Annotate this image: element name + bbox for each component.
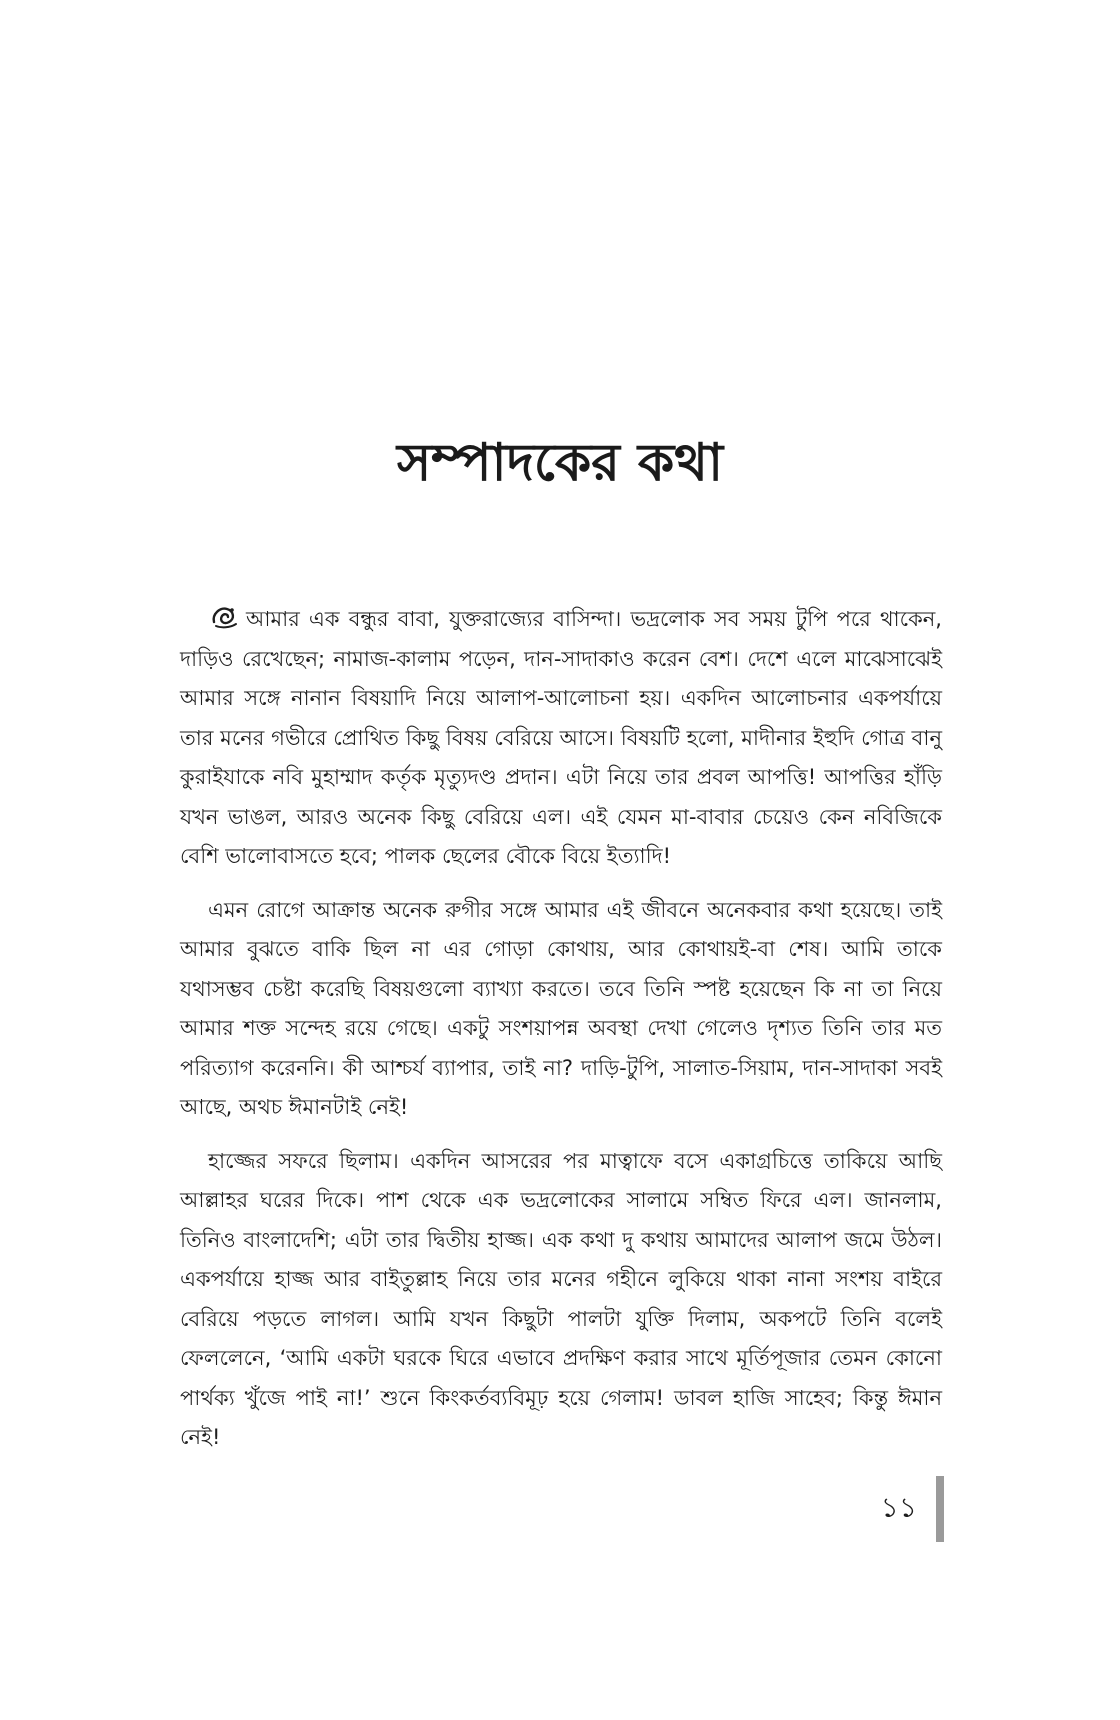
- paragraph-2: এমন রোগে আক্রান্ত অনেক রুগীর সঙ্গে আমার এই জীবনে অনেকবার কথা হয়েছে। তাই আমার বুঝতে বাকি ছিল না এর গোড়া কোথায়, আর কোথায়ই-বা শেষ। আমি তাকে যথাসম্ভব চেষ্টা করেছি বিষয়গুলো ব্যাখ্যা করতে। তবে তিনি স্পষ্ট হয়েছেন কি না তা নিয়ে আমার শক্ত সন্দেহ রয়ে গেছে। একটু সংশয়াপন্ন অবস্থা দেখা গেলেও দৃশ্যত তিনি তার মত পরিত্যাগ করেননি। কী আশ্চর্য ব্যাপার, তাই না? দাড়ি-টুপি, সালাত-সিয়াম, দান-সাদাকা সবই আছে, অথচ ঈমানটাই নেই!: [180, 897, 942, 1119]
- paragraph-1: [180, 600, 942, 877]
- page-number: ১১: [880, 1491, 917, 1524]
- paragraph-1-text: আমার এক বন্ধুর বাবা, যুক্তরাজ্যের বাসিন্দা। ভদ্রলোক সব সময় টুপি পরে থাকেন, দাড়িও রেখেছেন; নামাজ-কালাম পড়েন, দান-সাদাকাও করেন বেশ। দেশে এলে মাঝেসাঝেই আমার সঙ্গে নানান বিষয়াদি নিয়ে আলাপ-আলোচনা হয়। একদিন আলোচনার একপর্যায়ে তার মনের গভীরে প্রোথিত কিছু বিষয় বেরিয়ে আসে। বিষয়টি হলো, মাদীনার ইহুদি গোত্র বানু কুরাইযাকে নবি মুহাম্মাদ কর্তৃক মৃত্যুদণ্ড প্রদান। এটা নিয়ে তার প্রবল আপত্তি! আপত্তির হাঁড়ি যখন ভাঙল, আরও অনেক কিছু বেরিয়ে এল। এই যেমন মা-বাবার চেয়েও কেন নবিজিকে বেশি ভালোবাসতে হবে; পালক ছেলের বৌকে বিয়ে ইত্যাদি!: [180, 607, 942, 868]
- calligraphic-ornament-icon: [210, 604, 238, 630]
- chapter-title: সম্পাদকের কথা: [396, 433, 724, 493]
- body-text: [180, 600, 942, 1472]
- paragraph-3: হাজ্জের সফরে ছিলাম। একদিন আসরের পর মাত্বাফে বসে একাগ্রচিত্তে তাকিয়ে আছি আল্লাহর ঘরের দিকে। পাশ থেকে এক ভদ্রলোকের সালামে সম্বিত ফিরে এল। জানলাম, তিনিও বাংলাদেশি; এটা তার দ্বিতীয় হাজ্জ। এক কথা দু কথায় আমাদের আলাপ জমে উঠল। একপর্যায়ে হাজ্জ আর বাইতুল্লাহ নিয়ে তার মনের গহীনে লুকিয়ে থাকা নানা সংশয় বাইরে বেরিয়ে পড়তে লাগল। আমি যখন কিছুটা পালটা যুক্তি দিলাম, অকপটে তিনি বলেই ফেললেনে, ‘আমি একটা ঘরকে ঘিরে এভাবে প্রদক্ষিণ করার সাথে মূর্তিপূজার তেমন কোনো পার্থক্য খুঁজে পাই না!’ শুনে কিংকর্তব্যবিমূঢ় হয়ে গেলাম! ডাবল হাজি সাহেব; কিন্তু ঈমান নেই!: [180, 1148, 942, 1449]
- page-marker-bar: [936, 1476, 944, 1542]
